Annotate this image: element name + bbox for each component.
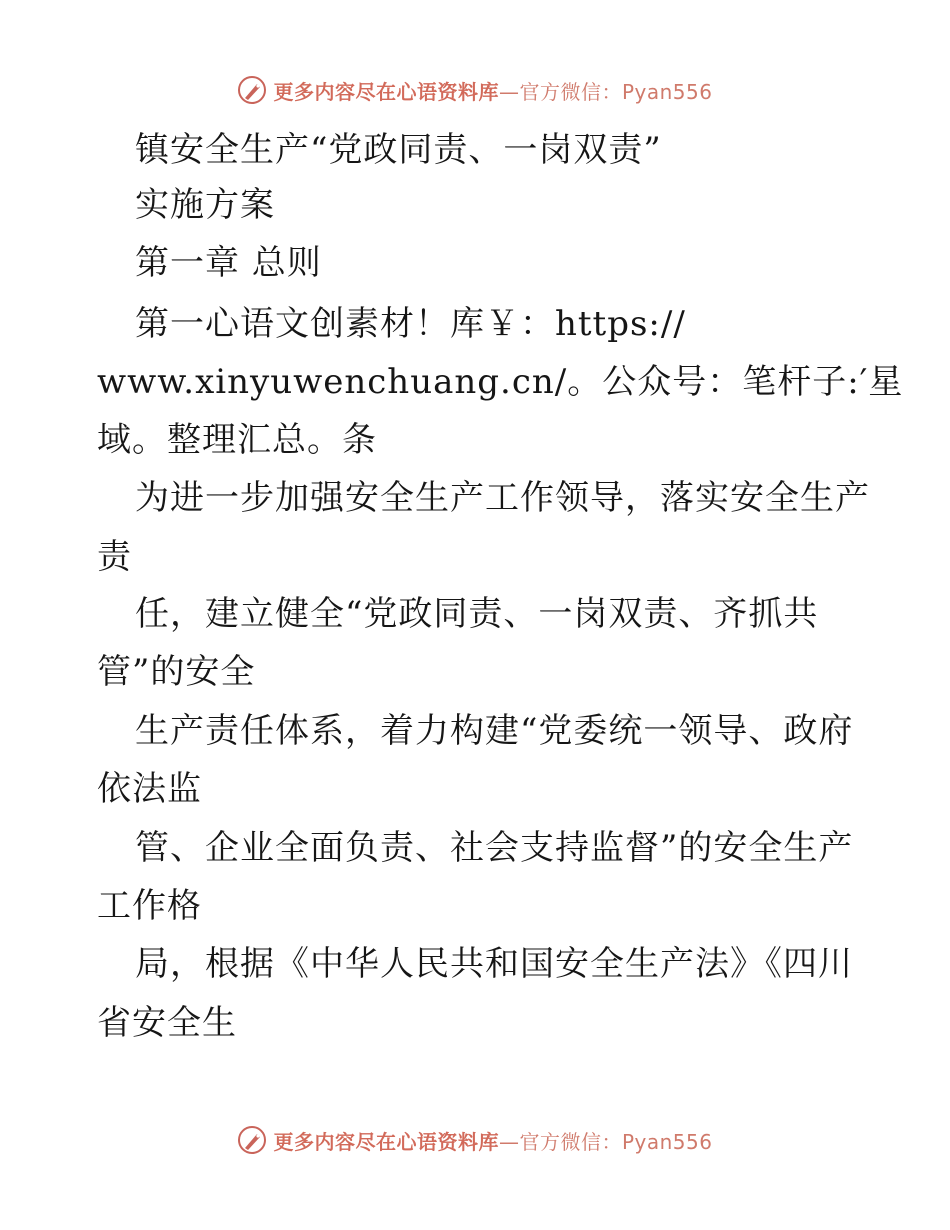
text-line: 任，建立健全“党政同责、一岗双责、齐抓共 <box>135 594 819 634</box>
fountain-pen-icon <box>237 1125 267 1155</box>
document-subtitle: 实施方案 <box>135 185 275 225</box>
fountain-pen-icon <box>237 75 267 105</box>
text-line: 生产责任体系，着力构建“党委统一领导、政府 <box>135 711 854 751</box>
banner-main-text: 更多内容尽在心语资料库 <box>273 1129 499 1154</box>
banner-main-text: 更多内容尽在心语资料库 <box>273 79 499 104</box>
text-line: 为进一步加强安全生产工作领导，落实安全生产 <box>135 478 870 518</box>
text-line: 依法监 <box>97 769 202 809</box>
chapter-heading: 第一章 总则 <box>135 243 322 283</box>
text-line: 工作格 <box>97 886 202 926</box>
banner-sub-text: —官方微信：Pyan556 <box>498 79 713 104</box>
text-line: 省安全生 <box>97 1003 237 1043</box>
text-line: 域。整理汇总。条 <box>97 420 377 460</box>
text-line: 局，根据《中华人民共和国安全生产法》《四川 <box>135 944 853 984</box>
document-title: 镇安全生产“党政同责、一岗双责” <box>135 130 662 170</box>
footer-watermark-banner <box>0 1120 950 1160</box>
text-line: 管、企业全面负责、社会支持监督”的安全生产 <box>135 828 854 868</box>
text-line: www.xinyuwenchuang.cn/。公众号：笔杆子:′星 <box>97 362 904 402</box>
header-watermark-banner <box>0 70 950 110</box>
text-line: 管”的安全 <box>97 652 256 692</box>
text-line: 责 <box>97 537 132 577</box>
text-line: 第一心语文创素材！库￥：https:// <box>135 304 686 344</box>
banner-sub-text: —官方微信：Pyan556 <box>498 1129 713 1154</box>
